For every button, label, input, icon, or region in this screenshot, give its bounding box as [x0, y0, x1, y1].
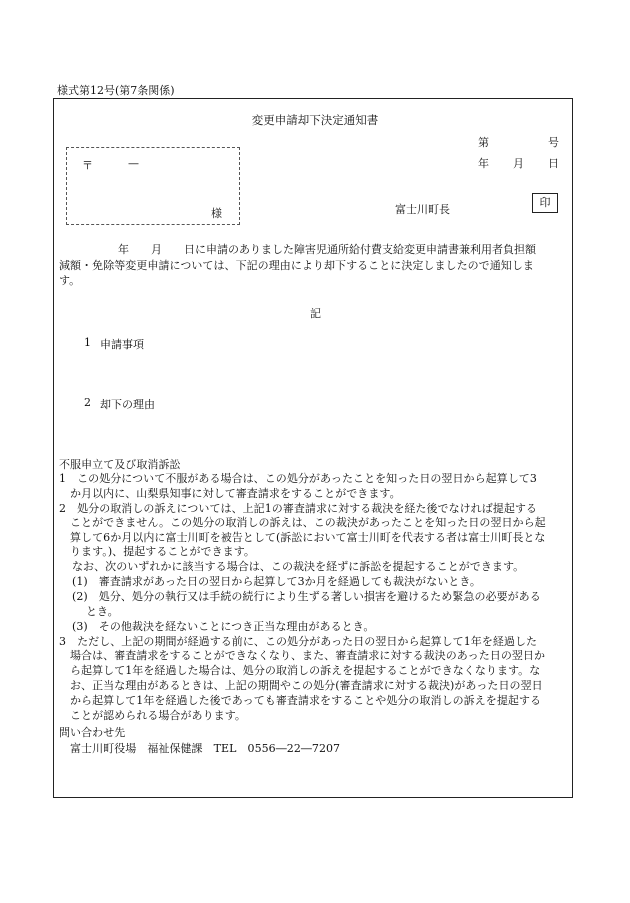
- appeal-line: ります。)、提起することができます。: [70, 545, 255, 558]
- appeal-line: とき。: [86, 605, 119, 618]
- seal-stamp-box: 印: [532, 193, 558, 213]
- sender-name: 富士川町長: [395, 203, 450, 216]
- intro-line-1: 年 月 日に申請のありました障害児通所給付費支給変更申請書兼利用者負担額: [118, 243, 536, 256]
- number-prefix: 第: [478, 136, 489, 149]
- ki-mark: 記: [310, 307, 321, 320]
- document-title: 変更申請却下決定通知書: [251, 113, 379, 127]
- appeal-line: ことができません。この処分の取消しの訴えは、この裁決があったことを知った日の翌日から起: [70, 516, 546, 529]
- appeal-line: (2) 処分、処分の執行又は手続の続行により生ずる著しい損害を避けるため緊急の必要がある: [72, 590, 541, 603]
- appeal-line: 算して6か月以内に富士川町を被告として(訴訟において富士川町を代表する者は富士川町長とな: [70, 531, 546, 544]
- appeal-line: (1) 審査請求があった日の翌日から起算して3か月を経過しても裁決がないとき。: [72, 575, 481, 588]
- date-day: 日: [548, 157, 559, 170]
- appeal-line: から起算して1年を経過した後であっても審査請求をすることや処分の取消しの訴えを提起する: [70, 694, 542, 707]
- item-2-number: 2: [84, 396, 91, 409]
- postal-dash: —: [128, 157, 139, 170]
- postal-mark: 〒: [82, 159, 93, 172]
- item-1-number: 1: [84, 336, 91, 349]
- appeal-line: か月以内に、山梨県知事に対して審査請求をすることができます。: [70, 487, 401, 500]
- form-label: 様式第12号(第7条関係): [57, 84, 175, 97]
- appeal-line: 3 ただし、上記の期間が経過する前に、この処分があった日の翌日から起算して1年を経過した: [59, 635, 538, 648]
- item-1-label: 申請事項: [100, 338, 144, 351]
- appeal-line: お、正当な理由があるときは、上記の期間やこの処分(審査請求に対する裁決)があった日の翌日: [70, 679, 543, 692]
- appeal-line: ら起算して1年を経過した場合は、処分の取消しの訴えを提起することができなくなります。な: [70, 664, 541, 677]
- appeal-line: 場合は、審査請求をすることができなくなり、また、審査請求に対する裁決のあった日の翌日か: [70, 649, 546, 662]
- intro-line-2: 減額・免除等変更申請については、下記の理由により却下することに決定しましたので通知しま: [59, 259, 534, 272]
- recipient-honorific: 様: [211, 207, 222, 220]
- date-month: 月: [513, 157, 524, 170]
- appeal-line: (3) その他裁決を経ないことにつき正当な理由があるとき。: [72, 620, 375, 633]
- appeal-heading: 不服申立て及び取消訴訟: [59, 458, 181, 471]
- appeal-line: 1 この処分について不服がある場合は、この処分があったことを知った日の翌日から起算して3: [59, 472, 537, 485]
- appeal-line: ことが認められる場合があります。: [70, 709, 246, 722]
- contact-heading: 問い合わせ先: [59, 726, 126, 739]
- intro-line-3: す。: [59, 274, 81, 287]
- appeal-line: なお、次のいずれかに該当する場合は、この裁決を経ずに訴訟を提起することができます。: [72, 560, 525, 573]
- appeal-line: 2 処分の取消しの訴えについては、上記1の審査請求に対する裁決を経た後でなければ提起する: [59, 502, 537, 515]
- date-year: 年: [478, 157, 489, 170]
- contact-line: 富士川町役場 福祉保健課 TEL 0556―22―7207: [70, 742, 341, 755]
- item-2-label: 却下の理由: [100, 398, 155, 411]
- number-suffix: 号: [548, 136, 559, 149]
